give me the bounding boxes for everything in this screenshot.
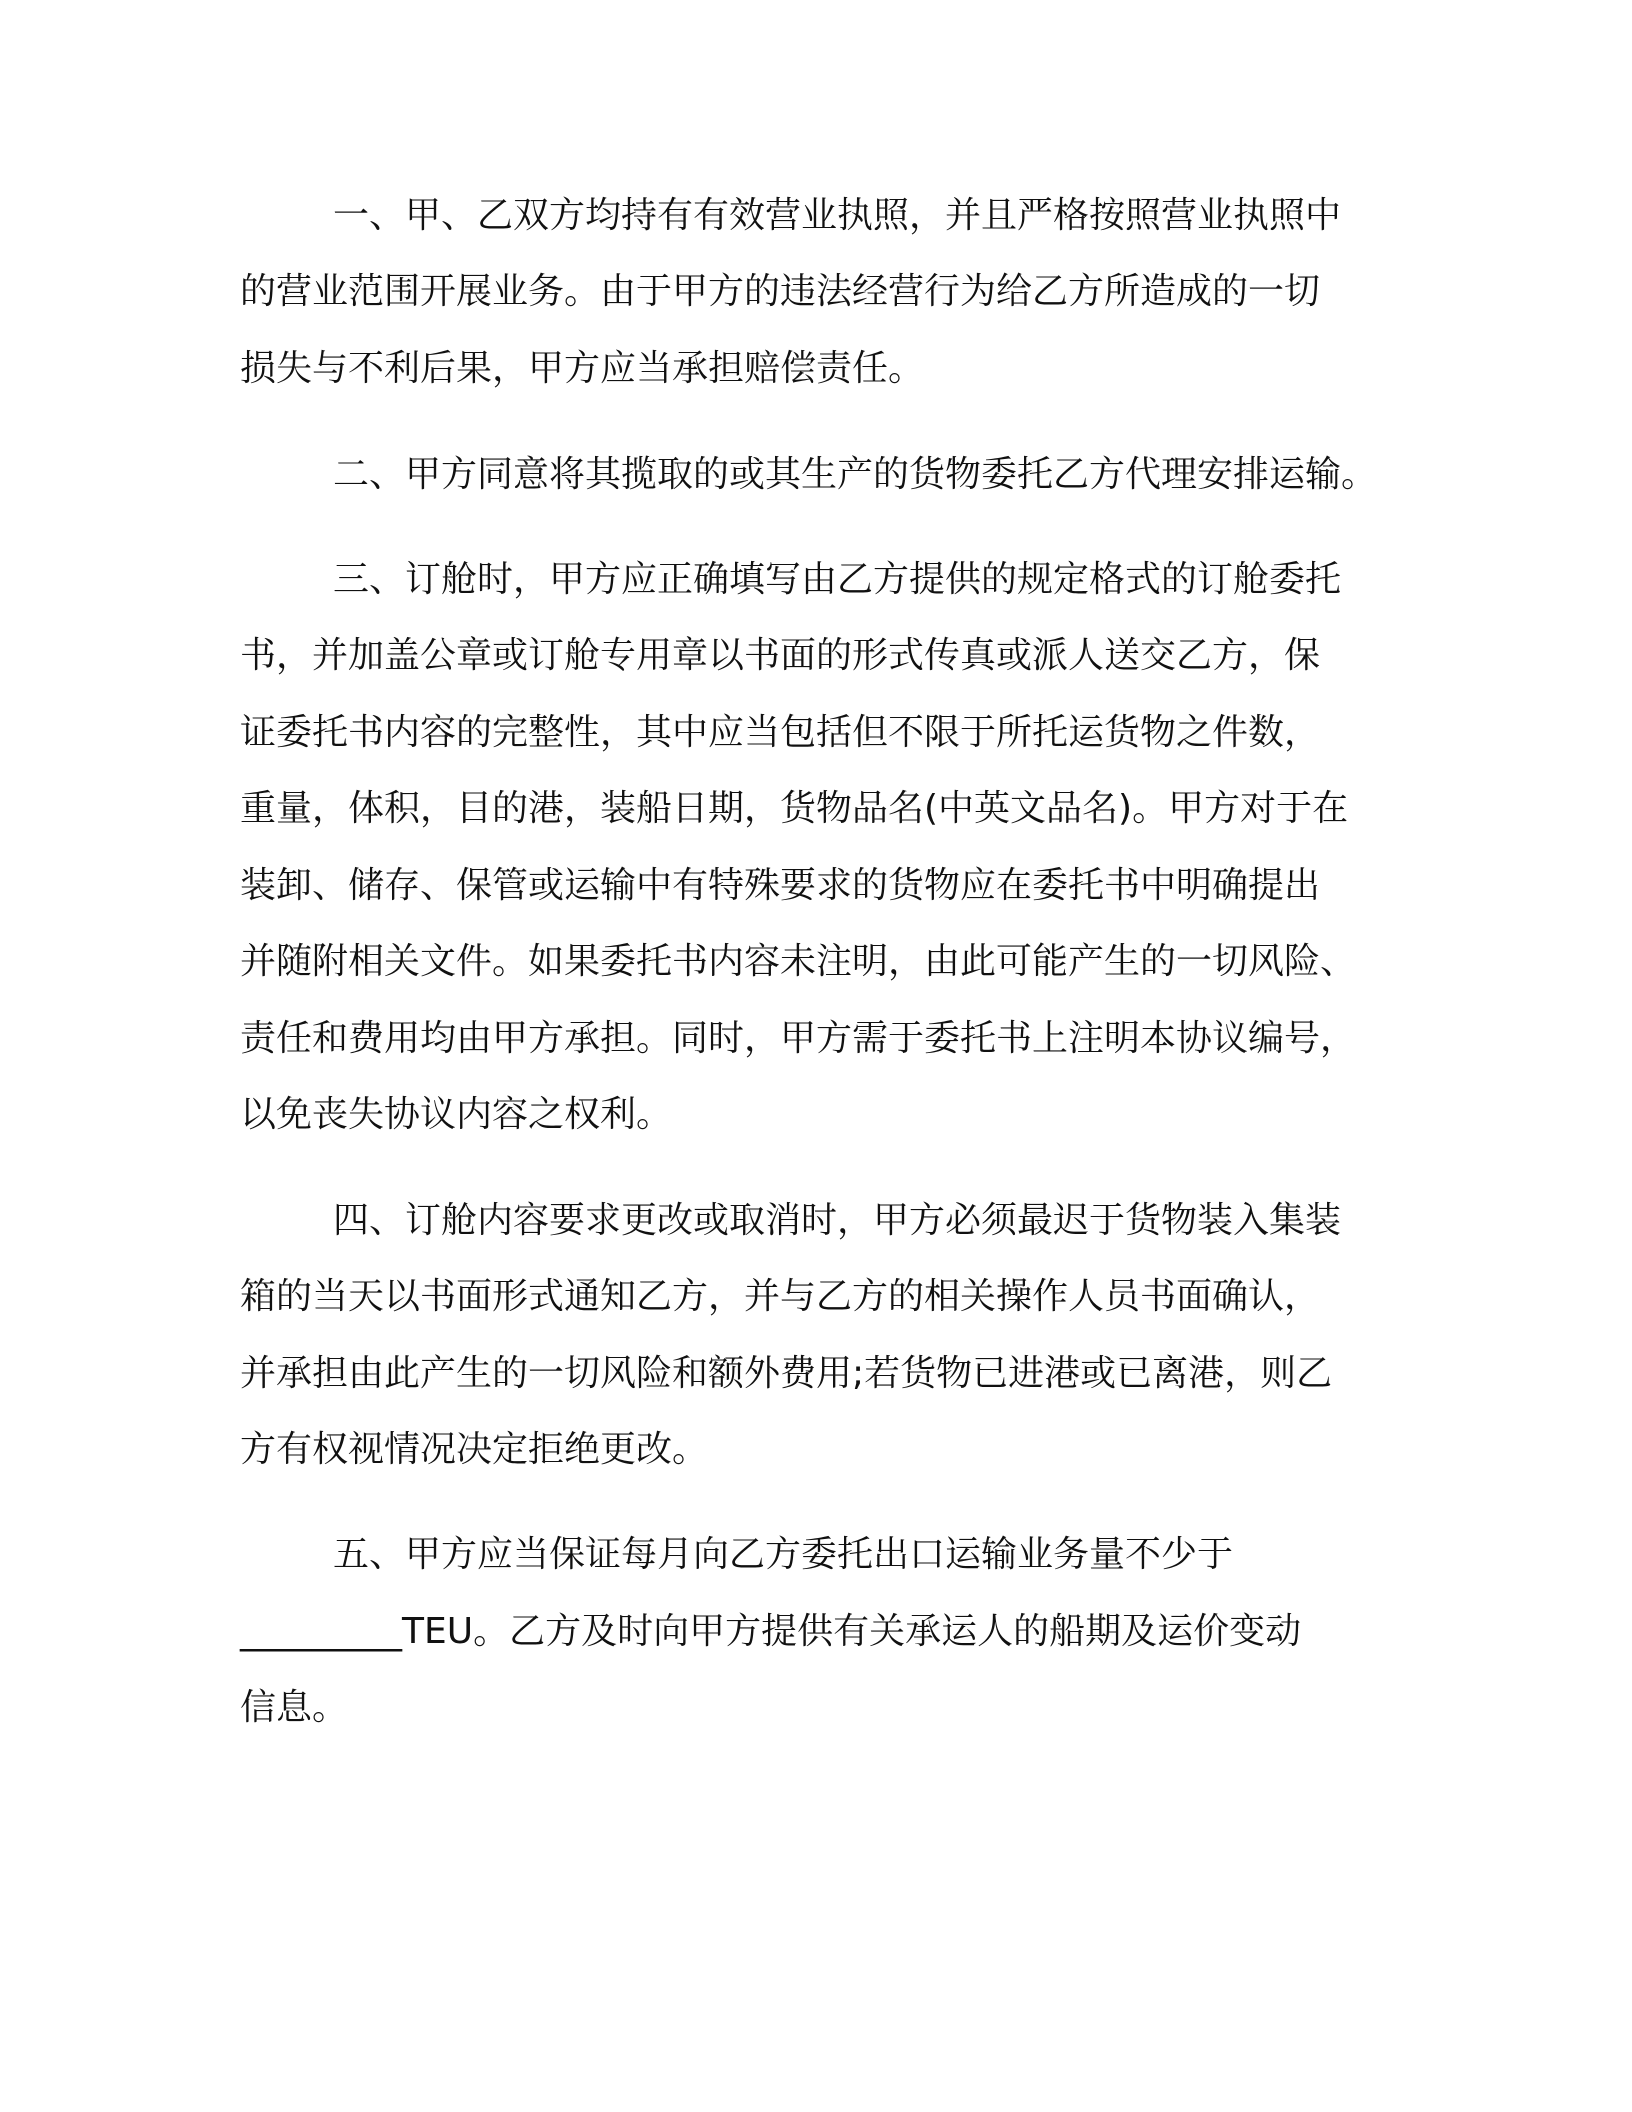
paragraph-1-line-3: 损失与不利后果，甲方应当承担赔偿责任。 xyxy=(240,348,925,389)
paragraph-5-line-1: 五、甲方应当保证每月向乙方委托出口运输业务量不少于 xyxy=(333,1534,1234,1575)
paragraph-3-line-7: 责任和费用均由甲方承担。同时，甲方需于委托书上注明本协议编号， xyxy=(240,1018,1357,1059)
paragraph-3-line-8: 以免丧失协议内容之权利。 xyxy=(240,1094,673,1135)
paragraph-4-line-3: 并承担由此产生的一切风险和额外费用;若货物已进港或已离港，则乙 xyxy=(240,1353,1333,1394)
paragraph-3-line-4: 重量，体积，目的港，装船日期，货物品名(中英文品名)。甲方对于在 xyxy=(240,788,1349,829)
paragraph-1-line-1: 一、甲、乙双方均持有有效营业执照，并且严格按照营业执照中 xyxy=(333,195,1342,236)
paragraph-2-line-1: 二、甲方同意将其揽取的或其生产的货物委托乙方代理安排运输。 xyxy=(333,454,1378,495)
paragraph-4-line-2: 箱的当天以书面形式通知乙方，并与乙方的相关操作人员书面确认， xyxy=(240,1276,1321,1317)
paragraph-3-line-2: 书，并加盖公章或订舱专用章以书面的形式传真或派人送交乙方，保 xyxy=(240,635,1321,676)
paragraph-3-line-5: 装卸、储存、保管或运输中有特殊要求的货物应在委托书中明确提出 xyxy=(240,865,1321,906)
paragraph-4-line-4: 方有权视情况决定拒绝更改。 xyxy=(240,1429,709,1470)
paragraph-3-line-3: 证委托书内容的完整性，其中应当包括但不限于所托运货物之件数， xyxy=(240,712,1321,753)
paragraph-5-line-3: 信息。 xyxy=(240,1687,349,1728)
paragraph-5-line-2: _________TEU。乙方及时向甲方提供有关承运人的船期及运价变动 xyxy=(240,1611,1302,1652)
paragraph-3-line-1: 三、订舱时，甲方应正确填写由乙方提供的规定格式的订舱委托 xyxy=(333,559,1342,600)
paragraph-4-line-1: 四、订舱内容要求更改或取消时，甲方必须最迟于货物装入集装 xyxy=(333,1200,1342,1241)
paragraph-1-line-2: 的营业范围开展业务。由于甲方的违法经营行为给乙方所造成的一切 xyxy=(240,271,1321,312)
paragraph-3-line-6: 并随附相关文件。如果委托书内容未注明，由此可能产生的一切风险、 xyxy=(240,941,1357,982)
